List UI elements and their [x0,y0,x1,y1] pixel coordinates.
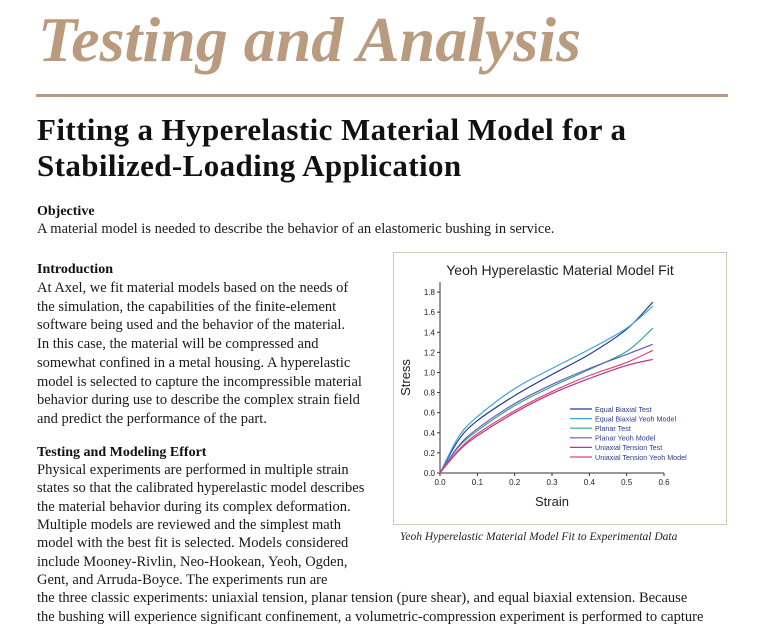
testing-wide-line: the bushing will experience significant confinement, a volumetric-compression experiment is performed to capture [37,608,704,625]
testing-line: Physical experiments are performed in multiple strain [37,462,349,478]
x-tick-label: 0.0 [434,478,446,487]
intro-line: and predict the performance of the part. [37,410,267,427]
stress-strain-chart [394,253,726,524]
testing-line: the material behavior during its complex deformation. [37,498,351,515]
intro-line: the simulation, the capabilities of the finite-element [37,298,337,315]
intro-line: model is selected to capture the incompressible material [37,373,362,390]
legend-label: Equal Biaxial Test [595,404,652,414]
x-tick-label: 0.5 [621,478,633,487]
testing-line: include Mooney-Rivlin, Neo-Hookean, Yeoh, Ogden, [37,553,348,570]
testing-line: model with the best fit is selected. Models considered [37,535,349,552]
objective-heading: Objective [37,204,95,219]
figure-caption: Yeoh Hyperelastic Material Model Fit to Experimental Data [400,531,678,543]
legend-label: Equal Biaxial Yeoh Model [595,414,677,424]
y-tick-label: 1.8 [423,288,435,298]
legend-label: Planar Test [595,424,631,433]
testing-line: states so that the calibrated hyperelastic model describes [37,480,365,497]
y-tick-label: 0.6 [423,408,435,418]
testing-heading: Testing and Modeling Effort [37,445,207,460]
y-tick-label: 1.2 [423,348,435,358]
y-tick-label: 0.2 [423,448,435,458]
testing-line: Multiple models are reviewed and the simplest math [37,516,342,533]
intro-line: At Axel, we fit material models based on the needs of [37,280,349,296]
y-tick-label: 0.4 [423,428,435,438]
y-axis-label: Stress [398,359,413,396]
x-tick-label: 0.2 [509,478,521,487]
x-tick-label: 0.4 [583,478,595,487]
objective-text: A material model is needed to describe the behavior of an elastomeric bushing in service. [37,221,555,237]
article-title: Fitting a Hyperelastic Material Model for a Stabilized-Loading Application [37,112,627,183]
chart-title: Yeoh Hyperelastic Material Model Fit [446,262,674,278]
intro-line: software being used and the behavior of the material. [37,317,346,334]
figure-frame [393,252,727,525]
x-axis-label: Strain [535,494,569,509]
intro-line: behavior during use to describe the complex strain field [37,392,360,409]
intro-line: somewhat confined in a metal housing. A hyperelastic [37,354,351,371]
x-tick-label: 0.6 [658,478,670,487]
legend-label: Uniaxial Tension Test [595,443,663,453]
x-tick-label: 0.3 [546,478,558,487]
legend-label: Planar Yeoh Model [595,433,656,443]
y-tick-label: 0.8 [423,388,435,398]
y-tick-label: 1.4 [423,328,435,338]
x-tick-label: 0.1 [471,478,483,487]
introduction-heading: Introduction [37,262,113,277]
y-tick-label: 0.0 [423,469,435,478]
y-tick-label: 1.0 [423,368,435,378]
intro-line: In this case, the material will be compressed and [37,336,319,353]
legend-label: Uniaxial Tension Yeoh Model [595,452,687,462]
testing-wide-line: the three classic experiments: uniaxial tension, planar tension (pure shear), and equal biaxial extension. Because [37,590,688,606]
banner-rule [36,94,728,97]
y-tick-label: 1.6 [423,308,435,318]
testing-line: Gent, and Arruda-Boyce. The experiments run are [37,571,328,588]
section-banner: Testing and Analysis [38,4,581,75]
